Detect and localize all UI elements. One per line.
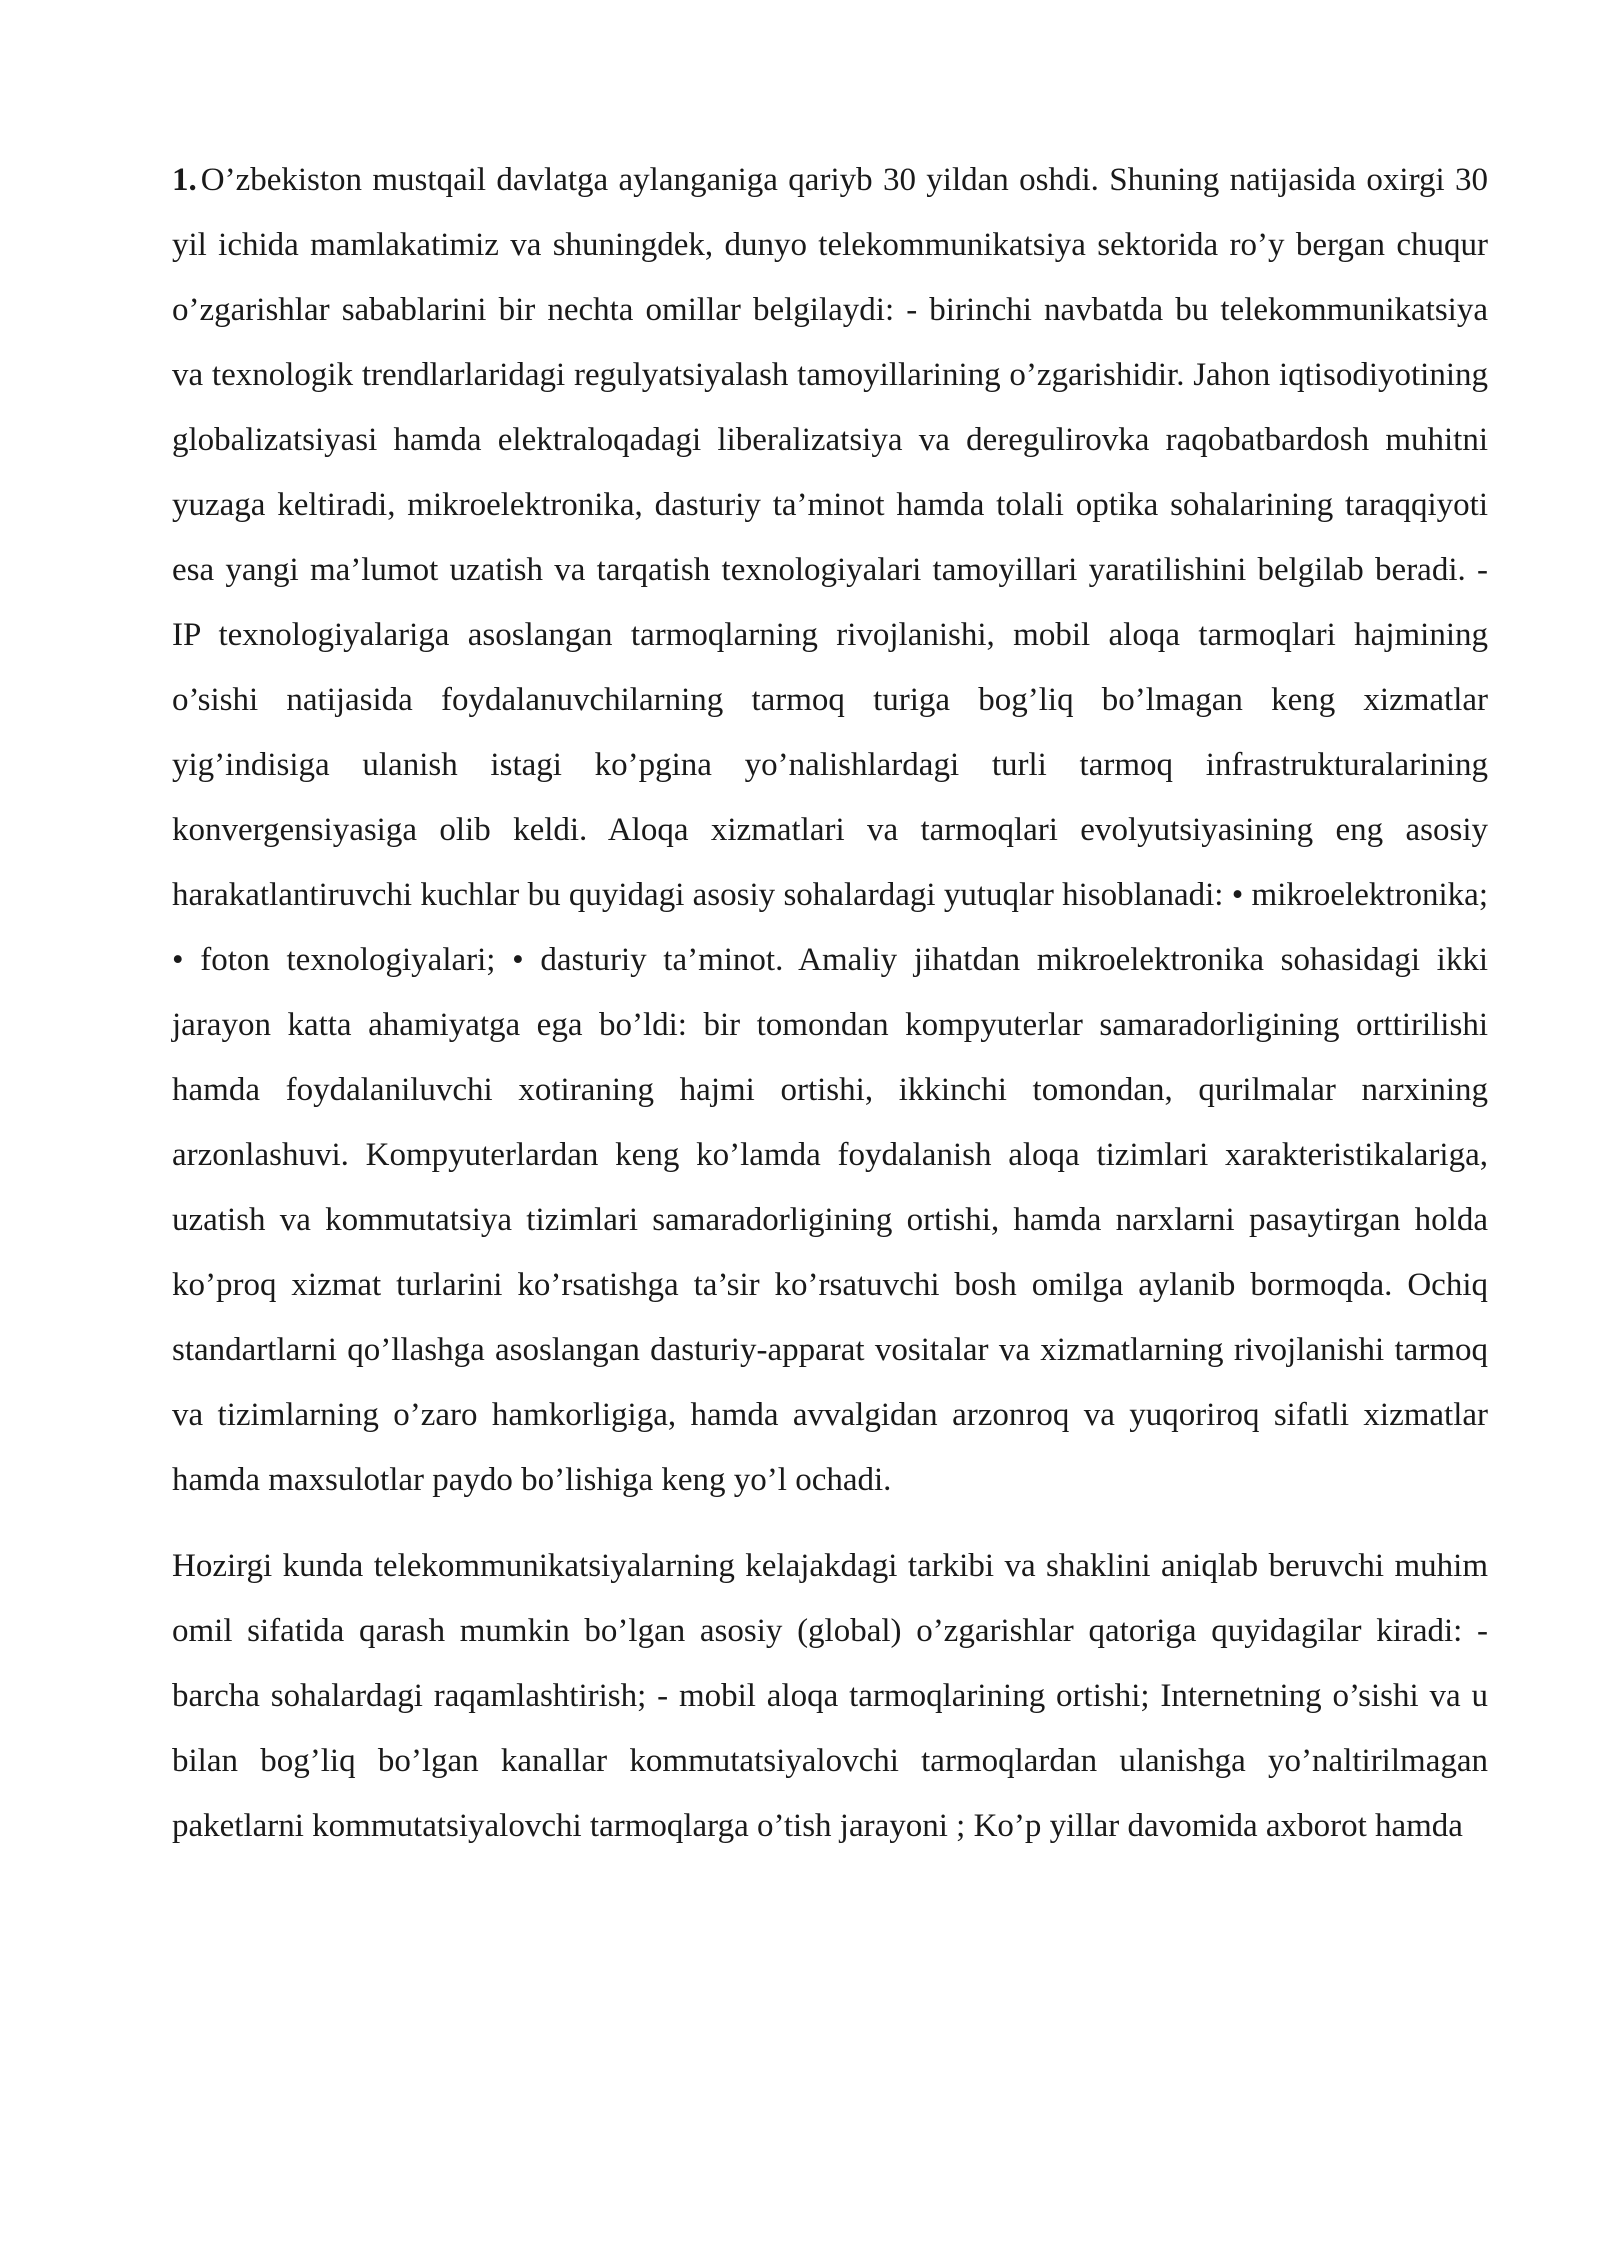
paragraph-1: [172, 148, 1488, 1513]
paragraph-2-text: Hozirgi kunda telekommunikatsiyalarning kelajakdagi tarkibi va shaklini aniqlab beruvchi muhim omil sifatida qarash mumkin bo’lgan asosiy (global) o’zgarishlar qatoriga quyidagilar kiradi: - barcha sohalardagi raqamlashtirish; - mobil aloqa tarmoqlarining ortishi; Internetning o’sishi va u bilan bog’liq bo’lgan kanallar kommutatsiyalovchi tarmoqlardan ulanishga yo’naltirilmagan paketlarni kommutatsiyalovchi tarmoqlarga o’tish jarayoni ; Ko’p yillar davomida axborot hamda: [172, 1548, 1488, 1844]
paragraph-number: 1.: [172, 162, 197, 198]
paragraph-1-text: O’zbekiston mustqail davlatga aylanganiga qariyb 30 yildan oshdi. Shuning natijasida oxirgi 30 yil ichida mamlakatimiz va shuningdek, dunyo telekommunikatsiya sektorida ro’y bergan chuqur o’zgarishlar sabablarini bir nechta omillar belgilaydi: - birinchi navbatda bu telekommunikatsiya va texnologik trendlarlaridagi regulyatsiyalash tamoyillarining o’zgarishidir. Jahon iqtisodiyotining globalizatsiyasi hamda elektraloqadagi liberalizatsiya va deregulirovka raqobatbardosh muhitni yuzaga keltiradi, mikroelektronika, dasturiy ta’minot hamda tolali optika sohalarining taraqqiyoti esa yangi ma’lumot uzatish va tarqatish texnologiyalari tamoyillari yaratilishini belgilab beradi. - IP texnologiyalariga asoslangan tarmoqlarning rivojlanishi, mobil aloqa tarmoqlari hajmining o’sishi natijasida foydalanuvchilarning tarmoq turiga bog’liq bo’lmagan keng xizmatlar yig’indisiga ulanish istagi ko’pgina yo’nalishlardagi turli tarmoq infrastrukturalarining konvergensiyasiga olib keldi. Aloqa xizmatlari va tarmoqlari evolyutsiyasining eng asosiy harakatlantiruvchi kuchlar bu quyidagi asosiy sohalardagi yutuqlar hisoblanadi: • mikroelektronika; • foton texnologiyalari; • dasturiy ta’minot. Amaliy jihatdan mikroelektronika sohasidagi ikki jarayon katta ahamiyatga ega bo’ldi: bir tomondan kompyuterlar samaradorligining orttirilishi hamda foydalaniluvchi xotiraning hajmi ortishi, ikkinchi tomondan, qurilmalar narxining arzonlashuvi. Kompyuterlardan keng ko’lamda foydalanish aloqa tizimlari xarakteristikalariga, uzatish va kommutatsiya tizimlari samaradorligining ortishi, hamda narxlarni pasaytirgan holda ko’proq xizmat turlarini ko’rsatishga ta’sir ko’rsatuvchi bosh omilga aylanib bormoqda. Ochiq standartlarni qo’llashga asoslangan dasturiy-apparat vositalar va xizmatlarning rivojlanishi tarmoq va tizimlarning o’zaro hamkorligiga, hamda avvalgidan arzonroq va yuqoriroq sifatli xizmatlar hamda maxsulotlar paydo bo’lishiga keng yo’l ochadi.: [172, 162, 1488, 1498]
paragraph-2: [172, 1534, 1488, 1859]
document-page: [172, 148, 1488, 1859]
